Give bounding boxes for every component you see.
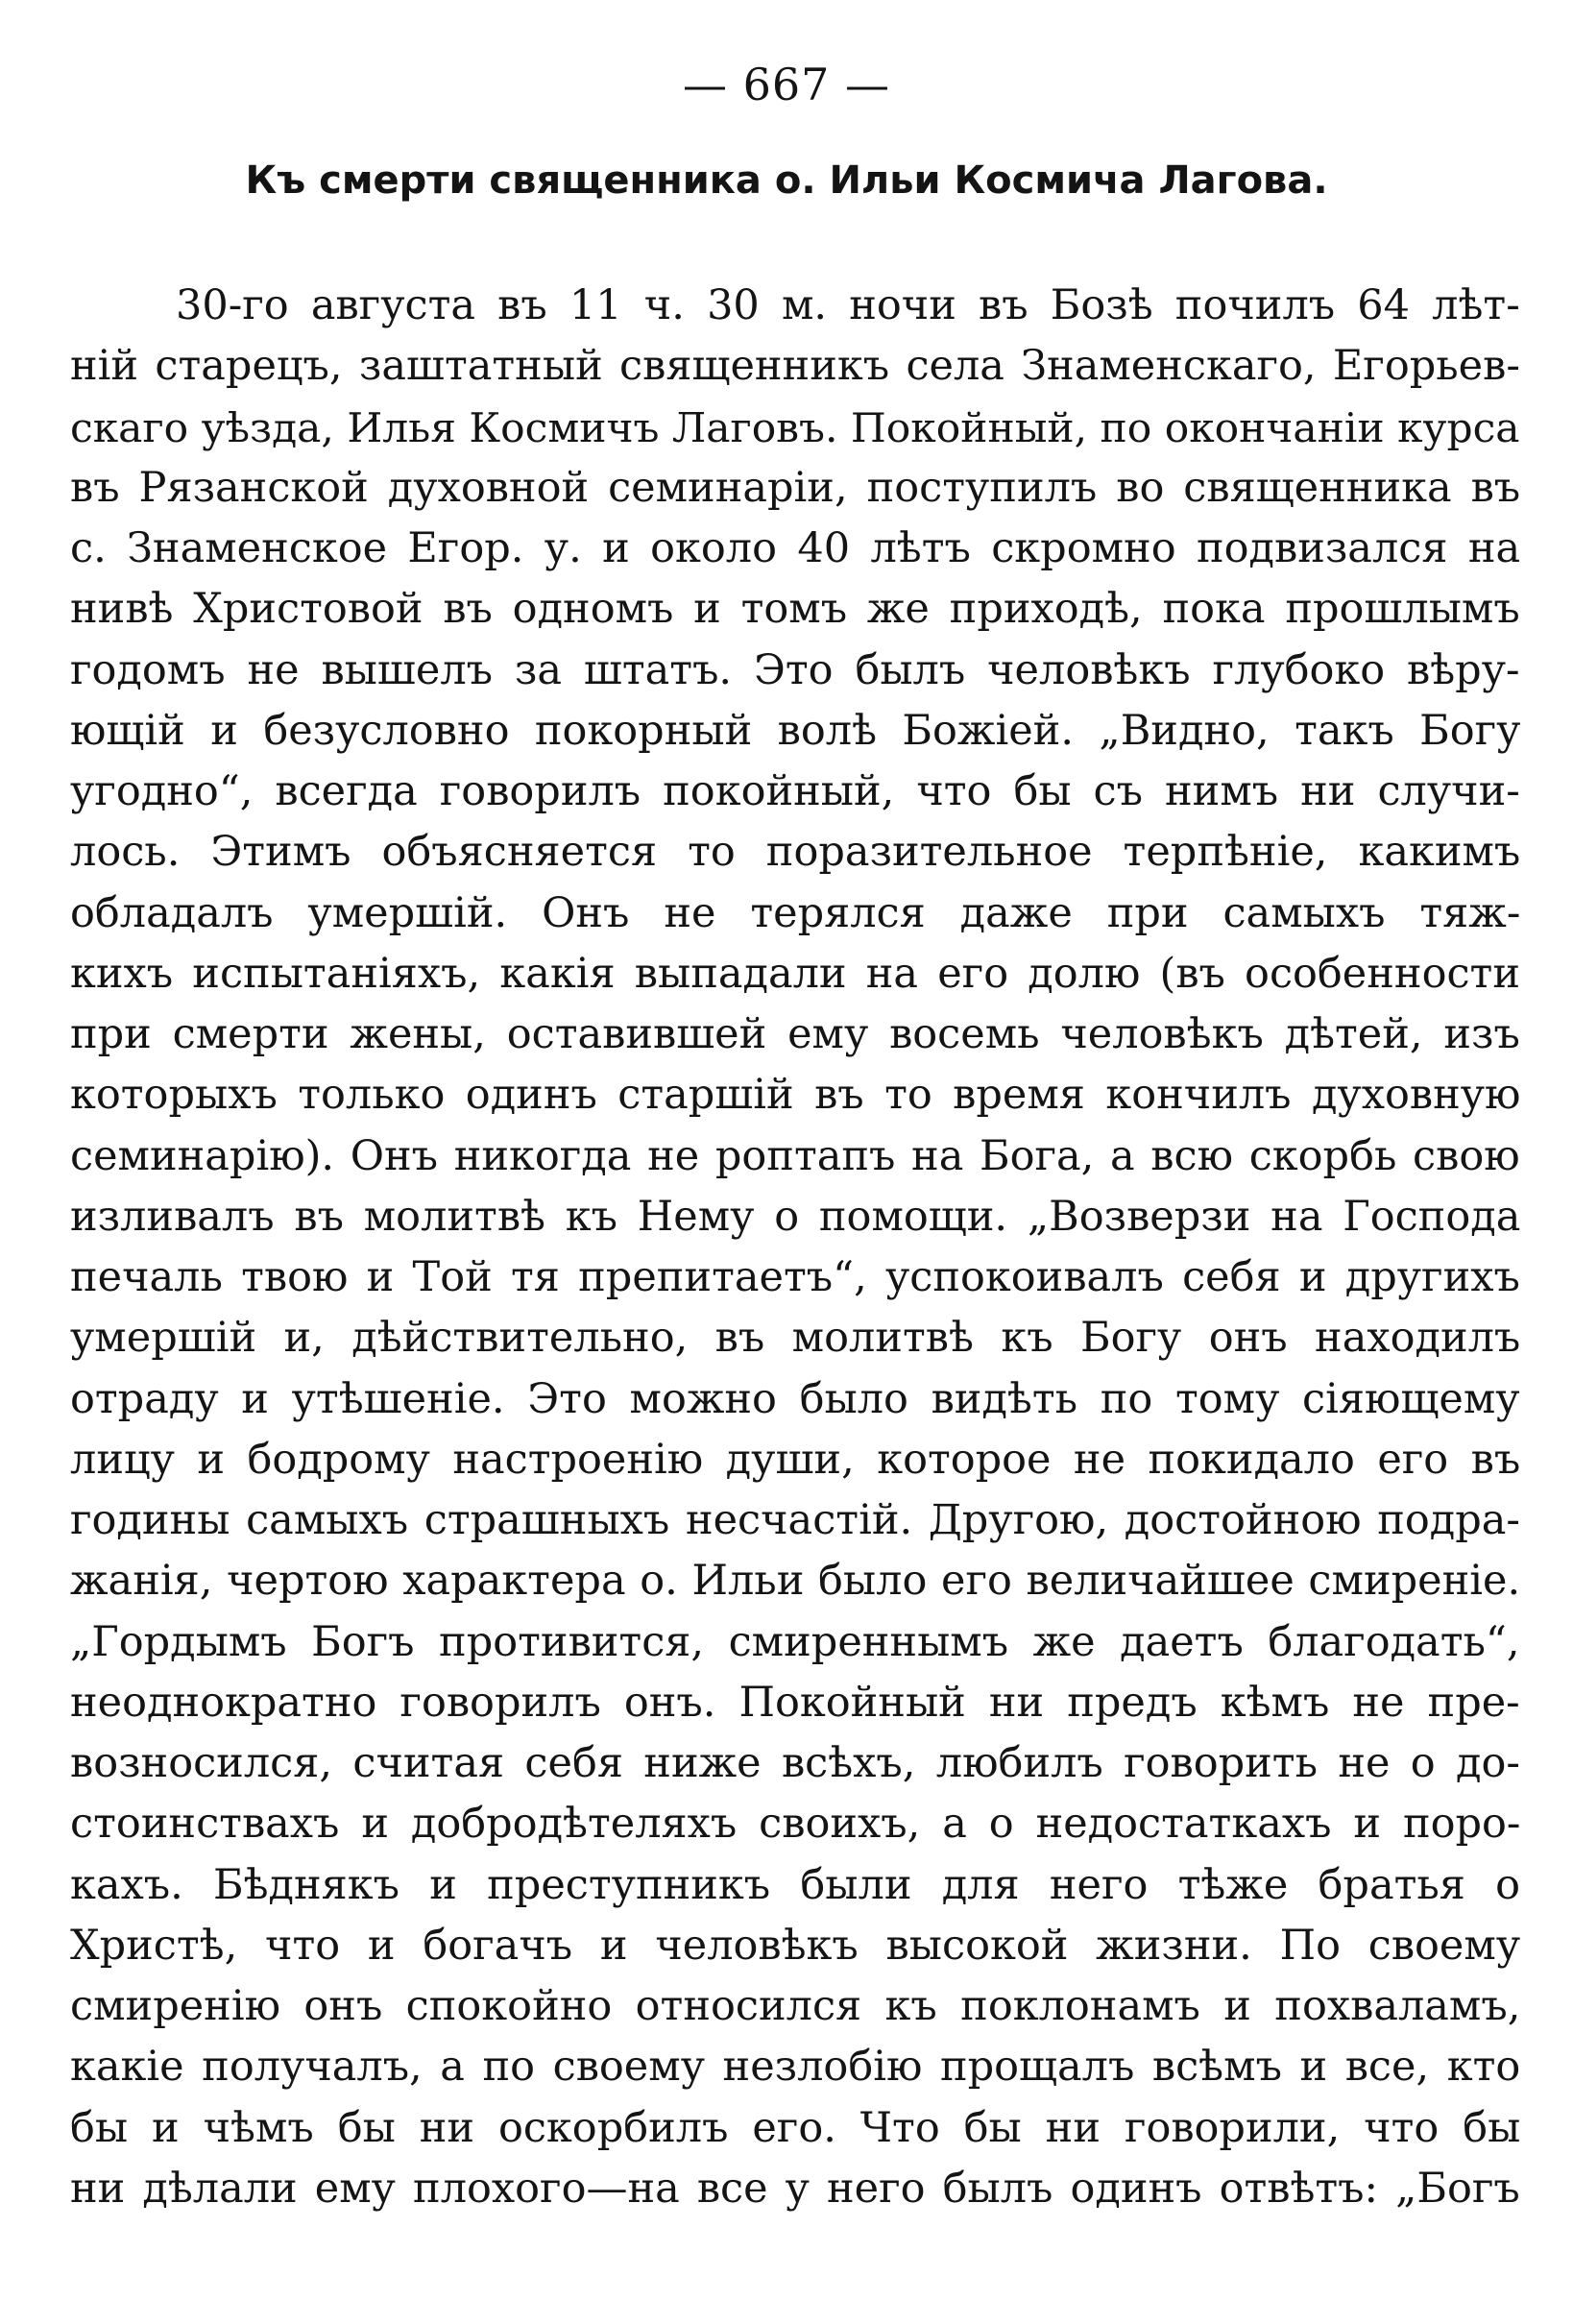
- text-line: „Гордымъ Богъ противится, смиреннымъ же даетъ благодать“,: [70, 1617, 1520, 1666]
- text-line: обладалъ умершій. Онъ не терялся даже при самыхъ тяж-: [70, 888, 1521, 937]
- text-line: печаль твою и Той тя препитаетъ“, успокоивалъ себя и другихъ: [70, 1253, 1520, 1301]
- text-line: при смерти жены, оставившей ему восемь человѣкъ дѣтей, изъ: [70, 1010, 1520, 1058]
- text-line: кахъ. Бѣднякъ и преступникъ были для него тѣже братья о: [70, 1860, 1521, 1909]
- text-line: отраду и утѣшеніе. Это можно было видѣть по тому сіяющему: [70, 1374, 1520, 1423]
- text-line: смиренію онъ спокойно относился къ поклонамъ и похваламъ,: [70, 1982, 1521, 2030]
- text-line: угодно“, всегда говорилъ покойный, что бы съ нимъ ни случи-: [70, 767, 1520, 815]
- page-number: — 667 —: [682, 59, 891, 110]
- text-line: которыхъ только одинъ старшій въ то время кончилъ духовную: [70, 1071, 1521, 1120]
- text-line: умершій и, дѣйствительно, въ молитвѣ къ Богу онъ находилъ: [70, 1314, 1521, 1363]
- text-line: скаго уѣзда, Илья Космичъ Лаговъ. Покойный, по окончаніи курса: [70, 403, 1520, 451]
- text-line: ющій и безусловно покорный волѣ Божіей. „Видно, такъ Богу: [70, 706, 1521, 755]
- article-body: [70, 276, 1520, 2219]
- text-line: семинарію). Онъ никогда не роптапъ на Бога, а всю скорбь свою: [70, 1131, 1520, 1180]
- text-line: въ Рязанской духовной семинаріи, поступилъ во священника въ: [70, 463, 1521, 512]
- text-line: лось. Этимъ объясняется то поразительное терпѣніе, какимъ: [70, 828, 1521, 877]
- article-title: Къ смерти священника о. Ильи Космича Лагова.: [245, 158, 1328, 203]
- text-line: неоднократно говорилъ онъ. Покойный ни предъ кѣмъ не пре-: [70, 1678, 1520, 1727]
- text-line: нивѣ Христовой въ одномъ и томъ же приходѣ, пока прошлымъ: [70, 585, 1520, 634]
- text-line: ній старецъ, заштатный священникъ села Знаменскаго, Егорьев-: [70, 342, 1520, 391]
- text-line: кихъ испытаніяхъ, какія выпадали на его долю (въ особенности: [70, 949, 1520, 998]
- text-line: годины самыхъ страшныхъ несчастій. Другою, достойною подра-: [70, 1496, 1520, 1544]
- text-line: Христѣ, что и богачъ и человѣкъ высокой жизни. По своему: [70, 1921, 1521, 1970]
- text-line: ни дѣлали ему плохого—на все у него былъ одинъ отвѣтъ: „Богъ: [70, 2164, 1520, 2213]
- text-line: лицу и бодрому настроенію души, которое не покидало его въ: [70, 1435, 1521, 1484]
- text-line: возносился, считая себя ниже всѣхъ, любилъ говорить не о до-: [70, 1739, 1520, 1787]
- text-line: какіе получалъ, а по своему незлобію прощалъ всѣмъ и все, кто: [70, 2043, 1521, 2092]
- text-line: изливалъ въ молитвѣ къ Нему о помощи. „Возверзи на Господа: [70, 1192, 1521, 1241]
- text-line: с. Знаменское Егор. у. и около 40 лѣтъ скромно подвизался на: [70, 524, 1521, 572]
- text-line: годомъ не вышелъ за штатъ. Это былъ человѣкъ глубоко вѣру-: [70, 645, 1520, 694]
- text-line: стоинствахъ и добродѣтеляхъ своихъ, а о недостаткахъ и поро-: [70, 1800, 1521, 1849]
- text-line: 30-го августа въ 11 ч. 30 м. ночи въ Бозѣ почилъ 64 лѣт-: [176, 281, 1520, 329]
- text-line: бы и чѣмъ бы ни оскорбилъ его. Что бы ни говорили, что бы: [70, 2103, 1521, 2152]
- text-line: жанія, чертою характера о. Ильи было его величайшее смиреніе.: [70, 1557, 1521, 1606]
